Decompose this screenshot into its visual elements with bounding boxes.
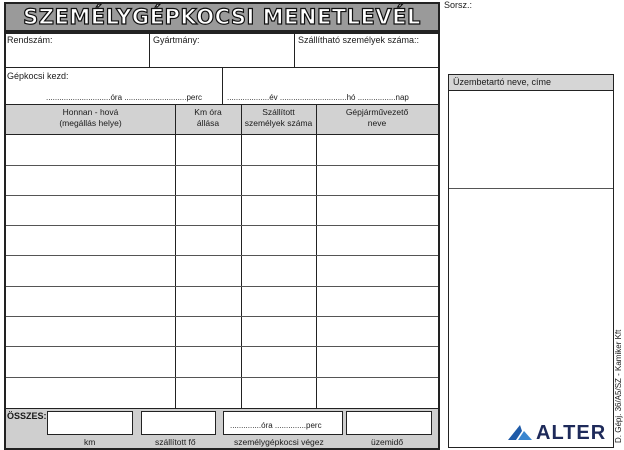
operating-time-box <box>346 411 432 435</box>
total-passengers-box <box>141 411 216 435</box>
gyartmany-label: Gyártmány: <box>153 35 200 45</box>
column-divider <box>175 105 176 408</box>
alter-logo <box>506 420 606 446</box>
column-header-km: Km óra állása <box>194 107 222 128</box>
operator-panel <box>448 74 614 448</box>
total-km-label: km <box>84 437 96 447</box>
start-time-field: .............................óra ............................perc <box>46 93 203 102</box>
column-header-passengers: Szállított személyek száma <box>244 107 313 128</box>
start-date-field: ...................év ..............................hó .................nap <box>227 93 409 102</box>
column-header-driver: Gépjárművezető neve <box>345 107 409 128</box>
column-divider <box>241 105 242 408</box>
rendszam-label: Rendszám: <box>7 35 53 45</box>
table-row <box>6 165 438 166</box>
top-fields-row <box>6 32 438 68</box>
end-time-label: személygépkocsi végez <box>234 437 324 447</box>
alter-logo-text: ALTER <box>536 422 607 444</box>
table-row <box>6 225 438 226</box>
table-row <box>6 346 438 347</box>
total-passengers-label: szállított fő <box>155 437 196 447</box>
panel-divider <box>449 188 613 189</box>
serial-number-label: Sorsz.: <box>444 0 473 10</box>
divider <box>149 32 150 68</box>
table-row <box>6 255 438 256</box>
total-km-box <box>47 411 133 435</box>
form-title: SZEMÉLYGÉPKOCSI MENETLEVÉL <box>4 2 440 32</box>
gepkocsi-kezd-label: Gépkocsi kezd: <box>7 71 69 81</box>
operating-time-label: üzemidő <box>371 437 404 447</box>
end-time-field: ..............óra ..............perc <box>230 421 322 430</box>
szallithato-label: Szállítható személyek száma:: <box>298 35 420 45</box>
table-row <box>6 316 438 317</box>
divider <box>294 32 295 68</box>
start-row <box>6 68 438 105</box>
alter-logo-mark-icon <box>506 422 534 444</box>
table-row <box>6 286 438 287</box>
form-code-note: D. Gépj. 36/A5/SZ - Kamiker Kft <box>614 329 623 443</box>
column-header-route: Honnan - hová (megállás helye) <box>59 107 122 128</box>
osszes-label: ÖSSZES: <box>7 411 47 421</box>
operator-label: Üzembetartó neve, címe <box>449 75 613 91</box>
table-row <box>6 377 438 378</box>
table-row <box>6 195 438 196</box>
divider <box>222 68 223 105</box>
column-divider <box>316 105 317 408</box>
